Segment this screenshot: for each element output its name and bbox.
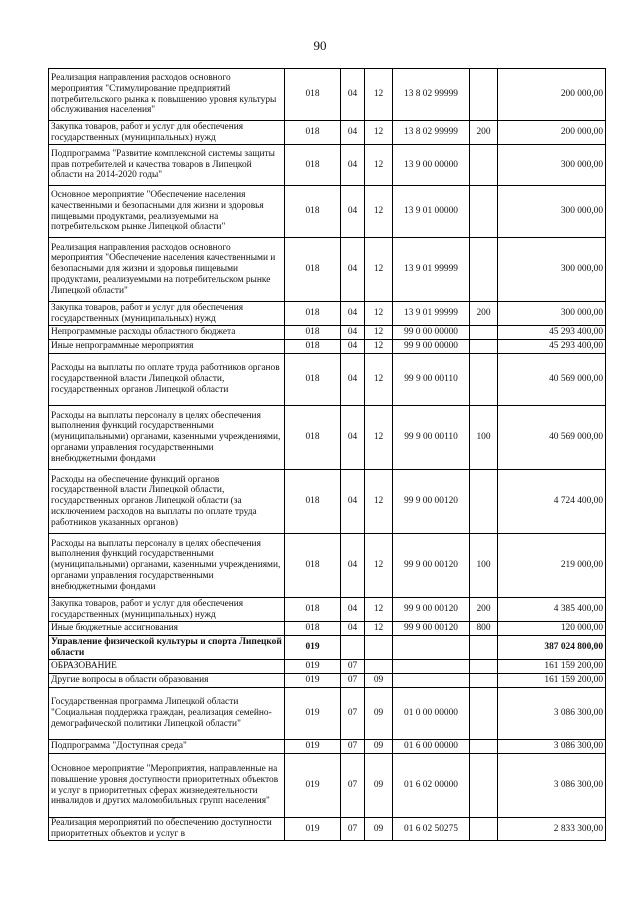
subsection-code-cell: 09 bbox=[365, 740, 393, 754]
expense-type-cell: 100 bbox=[470, 534, 498, 598]
table-row bbox=[49, 354, 606, 406]
expense-name-cell: Реализация направления расходов основного мероприятия "Обеспечение населения качественными и безопасными для жизни и здоровья пищевыми продуктами, реализуемыми на потребительском рынке Липецкой области" bbox=[49, 238, 285, 302]
ministry-code-cell: 018 bbox=[285, 302, 341, 326]
amount-cell: 40 569 000,00 bbox=[498, 354, 606, 406]
expense-type-cell: 200 bbox=[470, 598, 498, 622]
target-article-cell: 99 9 00 00110 bbox=[393, 354, 470, 406]
budget-table bbox=[48, 68, 606, 841]
section-code-cell: 07 bbox=[341, 674, 365, 688]
section-code-cell: 07 bbox=[341, 740, 365, 754]
amount-cell: 3 086 300,00 bbox=[498, 688, 606, 740]
subsection-code-cell: 09 bbox=[365, 674, 393, 688]
expense-type-cell bbox=[470, 818, 498, 841]
table-row bbox=[49, 622, 606, 636]
expense-name-cell: Закупка товаров, работ и услуг для обеспечения государственных (муниципальных) нужд bbox=[49, 598, 285, 622]
table-row bbox=[49, 754, 606, 818]
section-code-cell: 04 bbox=[341, 69, 365, 121]
target-article-cell bbox=[393, 636, 470, 660]
subsection-code-cell: 12 bbox=[365, 340, 393, 354]
target-article-cell: 13 9 00 00000 bbox=[393, 145, 470, 186]
expense-type-cell bbox=[470, 660, 498, 674]
amount-cell: 300 000,00 bbox=[498, 145, 606, 186]
section-code-cell: 04 bbox=[341, 121, 365, 145]
expense-type-cell bbox=[470, 754, 498, 818]
table-row bbox=[49, 302, 606, 326]
table-row bbox=[49, 534, 606, 598]
section-code-cell: 07 bbox=[341, 688, 365, 740]
target-article-cell: 13 9 01 99999 bbox=[393, 238, 470, 302]
expense-name-cell: Государственная программа Липецкой области "Социальная поддержка граждан, реализация семейно-демографической политики Липецкой области" bbox=[49, 688, 285, 740]
target-article-cell: 01 6 02 00000 bbox=[393, 754, 470, 818]
amount-cell: 3 086 300,00 bbox=[498, 754, 606, 818]
section-code-cell: 04 bbox=[341, 145, 365, 186]
ministry-code-cell: 019 bbox=[285, 740, 341, 754]
expense-type-cell bbox=[470, 186, 498, 238]
amount-cell: 200 000,00 bbox=[498, 69, 606, 121]
expense-name-cell: Расходы на обеспечение функций органов государственной власти Липецкой области, государственных органов Липецкой области (за исключением расходов на выплаты по оплате труда работников указанных органов) bbox=[49, 470, 285, 534]
subsection-code-cell: 12 bbox=[365, 186, 393, 238]
amount-cell: 3 086 300,00 bbox=[498, 740, 606, 754]
table-row bbox=[49, 818, 606, 841]
expense-type-cell: 200 bbox=[470, 121, 498, 145]
subsection-code-cell: 12 bbox=[365, 121, 393, 145]
amount-cell: 161 159 200,00 bbox=[498, 660, 606, 674]
table-row bbox=[49, 470, 606, 534]
amount-cell: 40 569 000,00 bbox=[498, 406, 606, 470]
ministry-code-cell: 018 bbox=[285, 145, 341, 186]
target-article-cell: 99 9 00 00120 bbox=[393, 534, 470, 598]
section-code-cell: 04 bbox=[341, 598, 365, 622]
section-code-cell: 07 bbox=[341, 818, 365, 841]
expense-type-cell bbox=[470, 674, 498, 688]
amount-cell: 45 293 400,00 bbox=[498, 340, 606, 354]
target-article-cell bbox=[393, 674, 470, 688]
expense-name-cell: Расходы на выплаты персоналу в целях обеспечения выполнения функций государственными (муниципальными) органами, казенными учреждениями, органами управления государственными внебюджетными фондами bbox=[49, 534, 285, 598]
subsection-code-cell: 09 bbox=[365, 754, 393, 818]
expense-name-cell: Иные непрограммные мероприятия bbox=[49, 340, 285, 354]
expense-type-cell: 100 bbox=[470, 406, 498, 470]
table-row bbox=[49, 121, 606, 145]
ministry-code-cell: 018 bbox=[285, 598, 341, 622]
subsection-code-cell: 12 bbox=[365, 534, 393, 598]
target-article-cell: 01 6 00 00000 bbox=[393, 740, 470, 754]
table-row bbox=[49, 740, 606, 754]
amount-cell: 219 000,00 bbox=[498, 534, 606, 598]
target-article-cell: 01 0 00 00000 bbox=[393, 688, 470, 740]
ministry-code-cell: 018 bbox=[285, 121, 341, 145]
target-article-cell bbox=[393, 660, 470, 674]
expense-name-cell: Закупка товаров, работ и услуг для обеспечения государственных (муниципальных) нужд bbox=[49, 302, 285, 326]
section-code-cell bbox=[341, 636, 365, 660]
expense-name-cell: Расходы на выплаты персоналу в целях обеспечения выполнения функций государственными (муниципальными) органами, казенными учреждениями, органами управления государственными внебюджетными фондами bbox=[49, 406, 285, 470]
amount-cell: 300 000,00 bbox=[498, 186, 606, 238]
ministry-code-cell: 018 bbox=[285, 238, 341, 302]
target-article-cell: 99 9 00 00110 bbox=[393, 406, 470, 470]
subsection-code-cell: 12 bbox=[365, 238, 393, 302]
section-code-cell: 04 bbox=[341, 186, 365, 238]
expense-name-cell: Подпрограмма "Доступная среда" bbox=[49, 740, 285, 754]
expense-name-cell: Реализация мероприятий по обеспечению доступности приоритетных объектов и услуг в bbox=[49, 818, 285, 841]
ministry-code-cell: 019 bbox=[285, 636, 341, 660]
target-article-cell: 99 9 00 00000 bbox=[393, 340, 470, 354]
table-row bbox=[49, 186, 606, 238]
section-code-cell: 04 bbox=[341, 302, 365, 326]
expense-type-cell: 200 bbox=[470, 302, 498, 326]
section-code-cell: 04 bbox=[341, 406, 365, 470]
ministry-code-cell: 019 bbox=[285, 688, 341, 740]
target-article-cell: 01 6 02 50275 bbox=[393, 818, 470, 841]
target-article-cell: 13 8 02 99999 bbox=[393, 69, 470, 121]
amount-cell: 387 024 800,00 bbox=[498, 636, 606, 660]
subsection-code-cell: 12 bbox=[365, 598, 393, 622]
section-code-cell: 04 bbox=[341, 326, 365, 340]
ministry-code-cell: 018 bbox=[285, 326, 341, 340]
section-code-cell: 07 bbox=[341, 660, 365, 674]
amount-cell: 45 293 400,00 bbox=[498, 326, 606, 340]
table-row bbox=[49, 636, 606, 660]
table-body bbox=[49, 69, 606, 841]
table-row bbox=[49, 406, 606, 470]
subsection-code-cell: 12 bbox=[365, 69, 393, 121]
expense-type-cell bbox=[470, 688, 498, 740]
table-row bbox=[49, 674, 606, 688]
expense-name-cell: Реализация направления расходов основного мероприятия "Стимулирование предприятий потребительского рынка к повышению уровня культуры обслуживания населения" bbox=[49, 69, 285, 121]
expense-type-cell bbox=[470, 145, 498, 186]
expense-name-cell: Непрограммные расходы областного бюджета bbox=[49, 326, 285, 340]
ministry-code-cell: 018 bbox=[285, 340, 341, 354]
target-article-cell: 13 9 01 00000 bbox=[393, 186, 470, 238]
table-row bbox=[49, 238, 606, 302]
expense-name-cell: Расходы на выплаты по оплате труда работников органов государственной власти Липецкой области, государственных органов Липецкой области bbox=[49, 354, 285, 406]
target-article-cell: 13 8 02 99999 bbox=[393, 121, 470, 145]
amount-cell: 161 159 200,00 bbox=[498, 674, 606, 688]
table-row bbox=[49, 598, 606, 622]
table-row bbox=[49, 340, 606, 354]
subsection-code-cell: 09 bbox=[365, 818, 393, 841]
target-article-cell: 99 9 00 00120 bbox=[393, 598, 470, 622]
target-article-cell: 99 0 00 00000 bbox=[393, 326, 470, 340]
subsection-code-cell: 12 bbox=[365, 354, 393, 406]
expense-type-cell bbox=[470, 636, 498, 660]
subsection-code-cell: 12 bbox=[365, 145, 393, 186]
ministry-code-cell: 018 bbox=[285, 69, 341, 121]
subsection-code-cell: 12 bbox=[365, 406, 393, 470]
subsection-code-cell: 12 bbox=[365, 470, 393, 534]
amount-cell: 300 000,00 bbox=[498, 302, 606, 326]
subsection-code-cell bbox=[365, 636, 393, 660]
subsection-code-cell: 09 bbox=[365, 688, 393, 740]
expense-type-cell bbox=[470, 740, 498, 754]
ministry-code-cell: 018 bbox=[285, 354, 341, 406]
ministry-code-cell: 019 bbox=[285, 818, 341, 841]
expense-name-cell: Основное мероприятие "Обеспечение населения качественными и безопасными для жизни и здоровья пищевыми продуктами, реализуемыми на потребительском рынке Липецкой области" bbox=[49, 186, 285, 238]
expense-name-cell: Подпрограмма "Развитие комплексной системы защиты прав потребителей и качества товаров в Липецкой области на 2014-2020 годы" bbox=[49, 145, 285, 186]
section-code-cell: 04 bbox=[341, 470, 365, 534]
amount-cell: 4 724 400,00 bbox=[498, 470, 606, 534]
expense-type-cell bbox=[470, 69, 498, 121]
expense-name-cell: Иные бюджетные ассигнования bbox=[49, 622, 285, 636]
ministry-code-cell: 018 bbox=[285, 186, 341, 238]
section-code-cell: 04 bbox=[341, 622, 365, 636]
expense-name-cell: ОБРАЗОВАНИЕ bbox=[49, 660, 285, 674]
ministry-code-cell: 019 bbox=[285, 754, 341, 818]
section-code-cell: 04 bbox=[341, 238, 365, 302]
amount-cell: 300 000,00 bbox=[498, 238, 606, 302]
expense-type-cell bbox=[470, 354, 498, 406]
subsection-code-cell: 12 bbox=[365, 622, 393, 636]
subsection-code-cell: 12 bbox=[365, 302, 393, 326]
subsection-code-cell bbox=[365, 660, 393, 674]
table-row bbox=[49, 326, 606, 340]
section-code-cell: 07 bbox=[341, 754, 365, 818]
amount-cell: 4 385 400,00 bbox=[498, 598, 606, 622]
expense-type-cell bbox=[470, 238, 498, 302]
expense-type-cell: 800 bbox=[470, 622, 498, 636]
target-article-cell: 99 9 00 00120 bbox=[393, 622, 470, 636]
target-article-cell: 99 9 00 00120 bbox=[393, 470, 470, 534]
ministry-code-cell: 018 bbox=[285, 534, 341, 598]
table-row bbox=[49, 660, 606, 674]
amount-cell: 120 000,00 bbox=[498, 622, 606, 636]
expense-name-cell: Основное мероприятие "Мероприятия, направленные на повышение уровня доступности приоритетных объектов и услуг в приоритетных сферах жизнедеятельности инвалидов и других маломобильных групп населения" bbox=[49, 754, 285, 818]
expense-name-cell: Закупка товаров, работ и услуг для обеспечения государственных (муниципальных) нужд bbox=[49, 121, 285, 145]
expense-name-cell: Управление физической культуры и спорта Липецкой области bbox=[49, 636, 285, 660]
target-article-cell: 13 9 01 99999 bbox=[393, 302, 470, 326]
page-number: 90 bbox=[313, 38, 327, 53]
section-code-cell: 04 bbox=[341, 354, 365, 406]
amount-cell: 2 833 300,00 bbox=[498, 818, 606, 841]
ministry-code-cell: 018 bbox=[285, 622, 341, 636]
table-row bbox=[49, 145, 606, 186]
subsection-code-cell: 12 bbox=[365, 326, 393, 340]
section-code-cell: 04 bbox=[341, 340, 365, 354]
expense-name-cell: Другие вопросы в области образования bbox=[49, 674, 285, 688]
ministry-code-cell: 019 bbox=[285, 660, 341, 674]
table-row bbox=[49, 688, 606, 740]
expense-type-cell bbox=[470, 340, 498, 354]
expense-type-cell bbox=[470, 326, 498, 340]
ministry-code-cell: 018 bbox=[285, 470, 341, 534]
ministry-code-cell: 019 bbox=[285, 674, 341, 688]
section-code-cell: 04 bbox=[341, 534, 365, 598]
table-row bbox=[49, 69, 606, 121]
amount-cell: 200 000,00 bbox=[498, 121, 606, 145]
ministry-code-cell: 018 bbox=[285, 406, 341, 470]
expense-type-cell bbox=[470, 470, 498, 534]
